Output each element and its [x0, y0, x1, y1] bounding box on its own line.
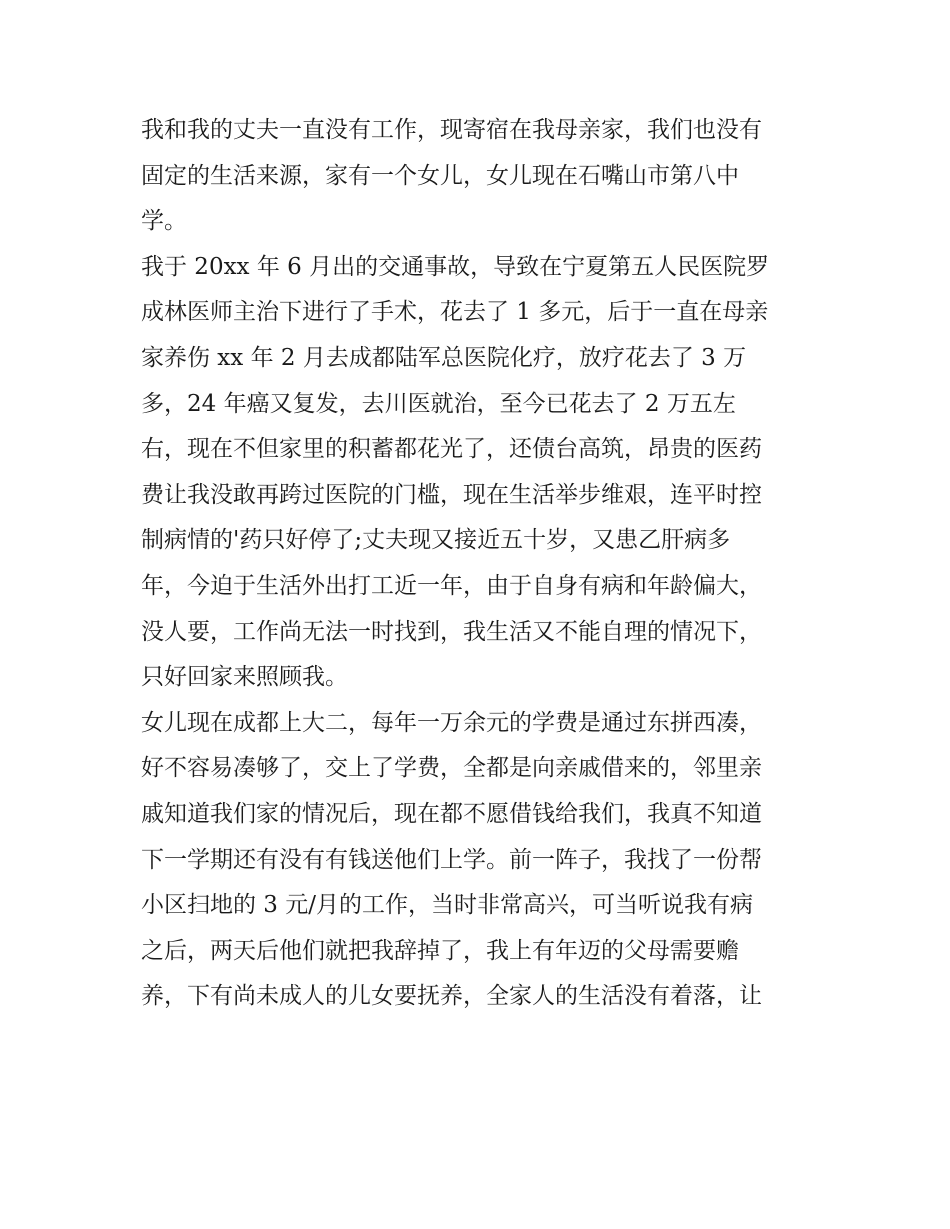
text-line: 我于 20xx 年 6 月出的交通事故，导致在宁夏第五人民医院罗 [141, 253, 770, 280]
text-line: 家养伤 xx 年 2 月去成都陆军总医院化疗，放疗花去了 3 万 [141, 344, 747, 371]
text-line: 没人要，工作尚无法一时找到，我生活又不能自理的情况下， [141, 618, 762, 645]
text-line: 之后，两天后他们就把我辞掉了，我上有年迈的父母需要赡 [141, 937, 739, 964]
text-line: 右，现在不但家里的积蓄都花光了，还债台高筑，昂贵的医药 [141, 436, 762, 463]
text-line: 费让我没敢再跨过医院的门槛，现在生活举步维艰，连平时控 [141, 481, 762, 508]
text-line: 好不容易凑够了，交上了学费，全都是向亲戚借来的，邻里亲 [141, 755, 762, 782]
text-line: 多，24 年癌又复发，去川医就治，至今已花去了 2 万五左 [141, 390, 736, 417]
text-line: 戚知道我们家的情况后，现在都不愿借钱给我们，我真不知道 [141, 800, 762, 827]
text-line: 女儿现在成都上大二，每年一万余元的学费是通过东拼西凑， [141, 709, 762, 736]
text-line: 成林医师主治下进行了手术，花去了 1 多元，后于一直在母亲 [141, 299, 769, 326]
text-line: 下一学期还有没有有钱送他们上学。前一阵子，我找了一份帮 [141, 846, 762, 873]
letter-body [141, 108, 821, 1020]
text-line: 小区扫地的 3 元/月的工作，当时非常高兴，可当听说我有病 [141, 892, 754, 919]
text-line: 只好回家来照顾我。 [141, 664, 348, 691]
text-line: 年，今迫于生活外出打工近一年，由于自身有病和年龄偏大， [141, 572, 762, 599]
text-line: 制病情的'药只好停了;丈夫现又接近五十岁，又患乙肝病多 [141, 527, 731, 554]
text-line: 学。 [141, 208, 187, 235]
text-line: 养，下有尚未成人的儿女要抚养，全家人的生活没有着落，让 [141, 983, 762, 1010]
text-line: 我和我的丈夫一直没有工作，现寄宿在我母亲家，我们也没有 [141, 117, 762, 143]
text-line: 固定的生活来源，家有一个女儿，女儿现在石嘴山市第八中 [141, 162, 739, 189]
